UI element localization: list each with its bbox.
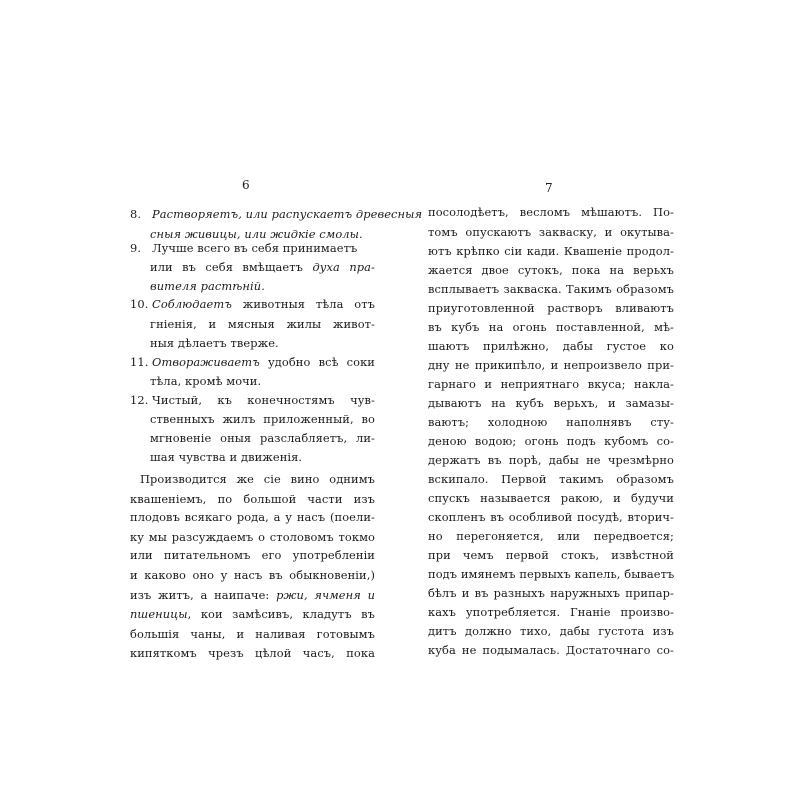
text-line: бѣлъ и въ разныхъ наружныхъ припар- <box>428 586 674 600</box>
text-segment: сныя живицы, или жидкiе смолы. <box>150 227 363 241</box>
text-line <box>150 260 375 274</box>
text-line: томъ опускаютъ закваску, и окутыва- <box>428 225 674 239</box>
text-line: жается двое сутокъ, пока на верьхъ <box>428 263 674 277</box>
text-line: гарнаго и неприятнаго вкуса; накла- <box>428 377 674 391</box>
text-segment: Производится же сiе вино однимъ <box>140 472 375 486</box>
text-line <box>150 336 375 350</box>
text-line <box>130 627 375 641</box>
text-segment: кипяткомъ чрезъ цѣлой часъ, пока <box>130 646 375 660</box>
text-line <box>130 207 423 221</box>
text-line: вскипало. Первой такимъ образомъ <box>428 472 674 486</box>
text-line <box>130 297 375 311</box>
text-line: спускъ называется ракою, и будучи <box>428 491 674 505</box>
text-segment: ку мы разсуждаемъ о столовомъ токмо <box>130 530 375 544</box>
text-segment: ныя дѣлаетъ тверже. <box>150 336 279 350</box>
text-line <box>150 374 375 388</box>
text-segment: изъ житъ, а наипаче: <box>130 588 277 602</box>
text-line: дываютъ на кубъ верьхъ, и замазы- <box>428 396 674 410</box>
text-segment: гнiенiя, и мясныя жилы живот- <box>150 317 375 331</box>
text-line <box>130 588 375 602</box>
text-line: скопленъ въ особливой посудѣ, вторич- <box>428 510 674 524</box>
text-segment: квашенiемъ, по большой части изъ <box>130 492 375 506</box>
text-segment: Отвораживаетъ <box>152 355 260 369</box>
text-segment: духа пра- <box>312 260 375 274</box>
text-segment: мгновенiе оныя разслабляетъ, ли- <box>150 431 375 445</box>
text-segment: Лучше всего въ себя принимаетъ <box>152 241 358 255</box>
text-line <box>130 568 375 582</box>
text-line: деною водою; огонь подъ кубомъ со- <box>428 434 674 448</box>
text-line: дитъ должно тихо, дабы густота изъ <box>428 624 674 638</box>
text-line <box>150 227 375 241</box>
text-line <box>130 393 375 407</box>
text-line <box>130 492 375 506</box>
text-segment: тѣла, кромѣ мочи. <box>150 374 262 388</box>
text-segment: шая чувства и движенiя. <box>150 450 303 464</box>
text-line <box>150 431 375 445</box>
text-segment: плодовъ всякаго рода, а у насъ (поели- <box>130 510 375 524</box>
text-line: приуготовленной растворъ вливаютъ <box>428 301 674 315</box>
text-line: подъ имянемъ первыхъ капель, бываетъ <box>428 567 675 581</box>
text-line: всплываетъ закваска. Такимъ образомъ <box>428 282 674 296</box>
text-line <box>140 472 375 486</box>
text-line <box>130 355 375 369</box>
page-number: 6 <box>242 178 250 192</box>
text-segment: вителя растѣнiй. <box>150 279 265 293</box>
text-line <box>130 548 375 562</box>
text-line: шаютъ прилѣжно, дабы густое ко <box>428 339 674 353</box>
item-number: 8. <box>130 207 142 221</box>
text-segment: и каково оно у насъ въ обыкновенiи,) <box>130 568 375 582</box>
text-line <box>130 241 375 255</box>
text-line: куба не подымалась. Достаточнаго со- <box>428 643 674 657</box>
text-line: кахъ употребляется. Гнанiе произво- <box>428 605 674 619</box>
text-line: ютъ крѣпко сiи кади. Квашенiе продол- <box>428 244 674 258</box>
text-line: въ кубъ на огонь поставленной, мѣ- <box>428 320 674 334</box>
text-segment: большiя чаны, и наливая готовымъ <box>130 627 375 641</box>
text-segment: , кои замѣсивъ, кладутъ въ <box>187 607 375 621</box>
text-line: ваютъ; холодною наполнявъ сту- <box>428 415 674 429</box>
text-segment: ржи, ячменя и <box>276 588 375 602</box>
text-line <box>130 510 375 524</box>
text-segment: удобно всѣ соки <box>259 355 375 369</box>
text-line: дну не прикипѣло, и непроизвело при- <box>428 358 674 372</box>
item-number: 10. <box>130 297 149 311</box>
text-line <box>130 607 375 621</box>
text-line: держатъ въ порѣ, дабы не чрезмѣрно <box>428 453 674 467</box>
text-segment: или въ себя вмѣщаетъ <box>150 260 313 274</box>
text-line <box>150 317 375 331</box>
text-segment: животныя тѣла отъ <box>231 297 375 311</box>
text-line <box>130 646 375 660</box>
text-line: при чемъ первой стокъ, извѣстной <box>428 548 674 562</box>
text-line <box>150 279 375 293</box>
text-segment: Растворяетъ, или распускаетъ древесныя <box>152 207 423 221</box>
item-number: 9. <box>130 241 142 255</box>
item-number: 11. <box>130 355 149 369</box>
text-line: но перегоняется, или передвоется; <box>428 529 674 543</box>
text-segment: Чистый, къ конечностямъ чув- <box>152 393 375 407</box>
text-line <box>150 412 375 426</box>
page-number: 7 <box>545 181 553 195</box>
text-segment: ственныхъ жилъ приложенный, во <box>150 412 375 426</box>
text-segment: или питательномъ его употребленiи <box>130 548 375 562</box>
item-number: 12. <box>130 393 149 407</box>
text-segment: пшеницы <box>130 607 188 621</box>
text-line: посолодѣетъ, весломъ мѣшаютъ. По- <box>428 205 674 219</box>
text-line <box>130 530 375 544</box>
text-segment: Соблюдаетъ <box>152 297 232 311</box>
text-line <box>150 450 375 464</box>
